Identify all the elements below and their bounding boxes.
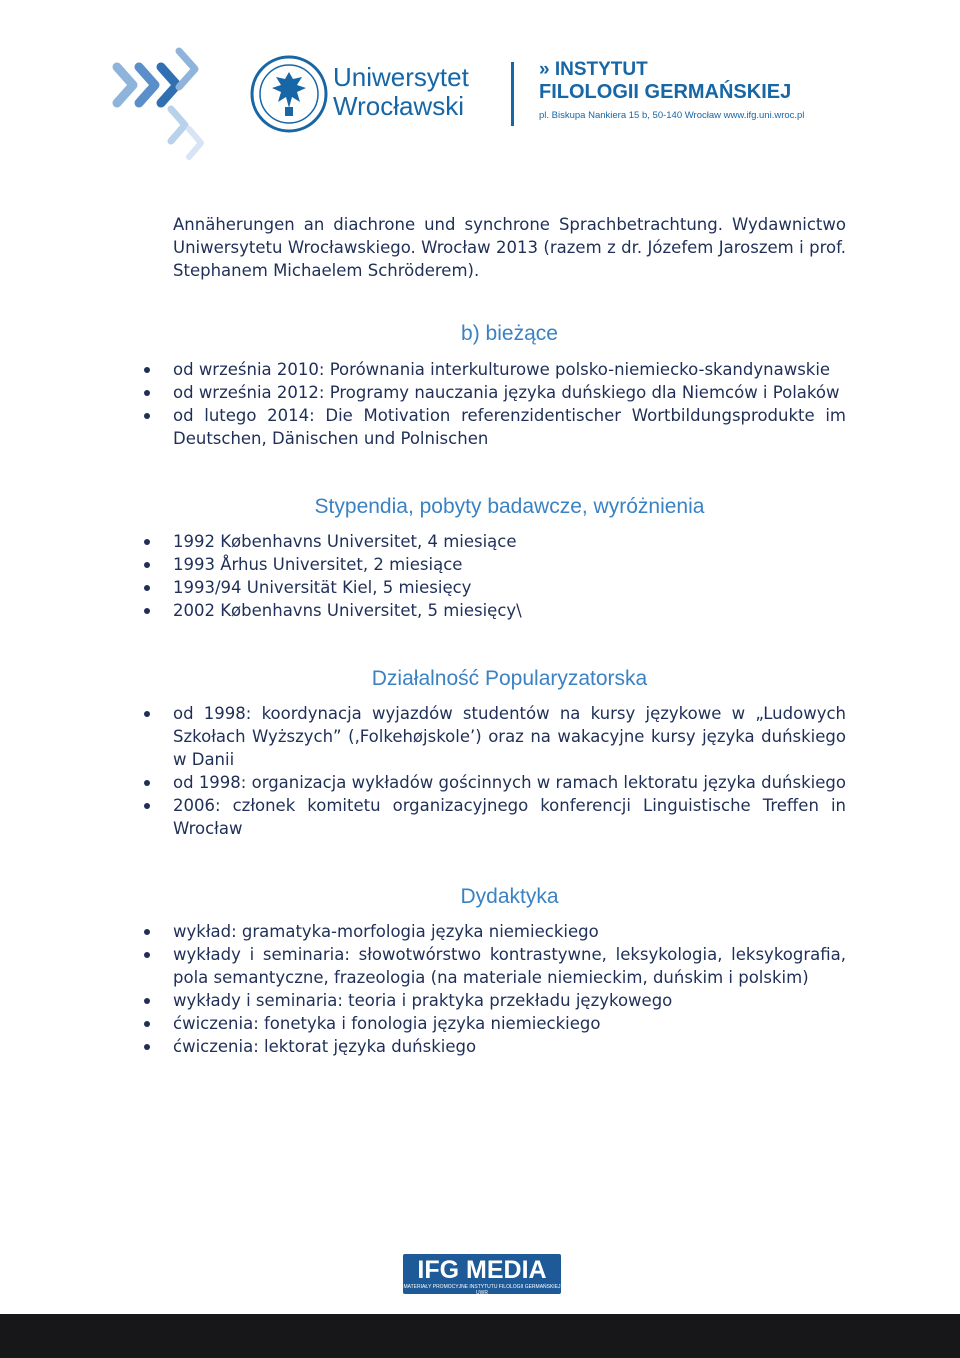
institute-name-line2: FILOLOGII GERMAŃSKIEJ [539,81,792,103]
section-heading-popularization: Działalność Popularyzatorska [371,667,648,690]
intro-paragraph: Annäherungen an diachrone und synchrone Sprachbetrachtung. Wydawnictwo Uniwersytetu Wrocławskiego. Wrocław 2013 (razem z dr. Józefem Jaroszem i prof. Stephanem Michaelem Schröderem). [173,215,846,280]
institute-block [539,60,804,121]
list-item: 1993 Århus Universitet, 2 miesiące [173,553,846,576]
list-item: od września 2010: Porównania interkulturowe polsko-niemiecko-skandynawskie [173,358,846,381]
section-heading-current: b) bieżące [461,322,558,345]
section-heading-teaching: Dydaktyka [460,885,559,908]
institute-address: pl. Biskupa Nankiera 15 b, 50-140 Wrocław www.ifg.uni.wroc.pl [539,110,805,121]
university-name-line1: Uniwersytet [333,62,469,92]
ifg-media-logo-subtitle: MATERIAŁY PROMOCYJNE INSTYTUTU FILOLOGII GERMAŃSKIEJ UWR [403,1284,561,1296]
list-item: ćwiczenia: lektorat języka duńskiego [173,1035,846,1058]
university-seal-icon [250,55,328,133]
list-item: od września 2012: Programy nauczania języka duńskiego dla Niemców i Polaków [173,381,846,404]
page-header [0,0,960,170]
list-item: 1992 Københavns Universitet, 4 miesiące [173,530,846,553]
header-divider [511,62,514,126]
ifg-media-logo [403,1254,561,1294]
institute-name-line1: » INSTYTUT [539,59,648,80]
list-item: 2002 Københavns Universitet, 5 miesięcy\ [173,599,846,622]
teaching-list [173,920,846,1058]
list-item: wykład: gramatyka-morfologia języka niemieckiego [173,920,846,943]
university-name [333,63,469,121]
list-item: od lutego 2014: Die Motivation referenzidentischer Wortbildungsprodukte im Deutschen, Dänischen und Polnischen [173,406,846,448]
list-item: 2006: członek komitetu organizacyjnego konferencji Linguistische Treffen in Wrocław [173,796,846,838]
section-heading-scholarships: Stypendia, pobyty badawcze, wyróżnienia [314,495,705,518]
footer-bar [0,1314,960,1358]
chevron-logo-icon [105,45,215,165]
list-item: ćwiczenia: fonetyka i fonologia języka niemieckiego [173,1012,846,1035]
list-item: od 1998: organizacja wykładów gościnnych w ramach lektoratu języka duńskiego [173,773,846,792]
university-name-line2: Wrocławski [333,91,464,121]
list-item: 1993/94 Universität Kiel, 5 miesięcy [173,576,846,599]
ifg-media-logo-text: IFG MEDIA [417,1256,547,1284]
document-content [173,213,846,1058]
scholarships-list [173,530,846,622]
current-research-list [173,358,846,450]
list-item: wykłady i seminaria: teoria i praktyka przekładu językowego [173,989,846,1012]
popularization-list [173,702,846,840]
list-item: od 1998: koordynacja wyjazdów studentów na kursy językowe w „Ludowych Szkołach Wyższych” (‚Folkehøjskole’) oraz na wakacyjne kursy języka duńskiego w Danii [173,704,846,769]
list-item: wykłady i seminaria: słowotwórstwo kontrastywne, leksykologia, leksykografia, pola semantyczne, frazeologia (na materiale niemieckim, duńskim i polskim) [173,945,846,987]
